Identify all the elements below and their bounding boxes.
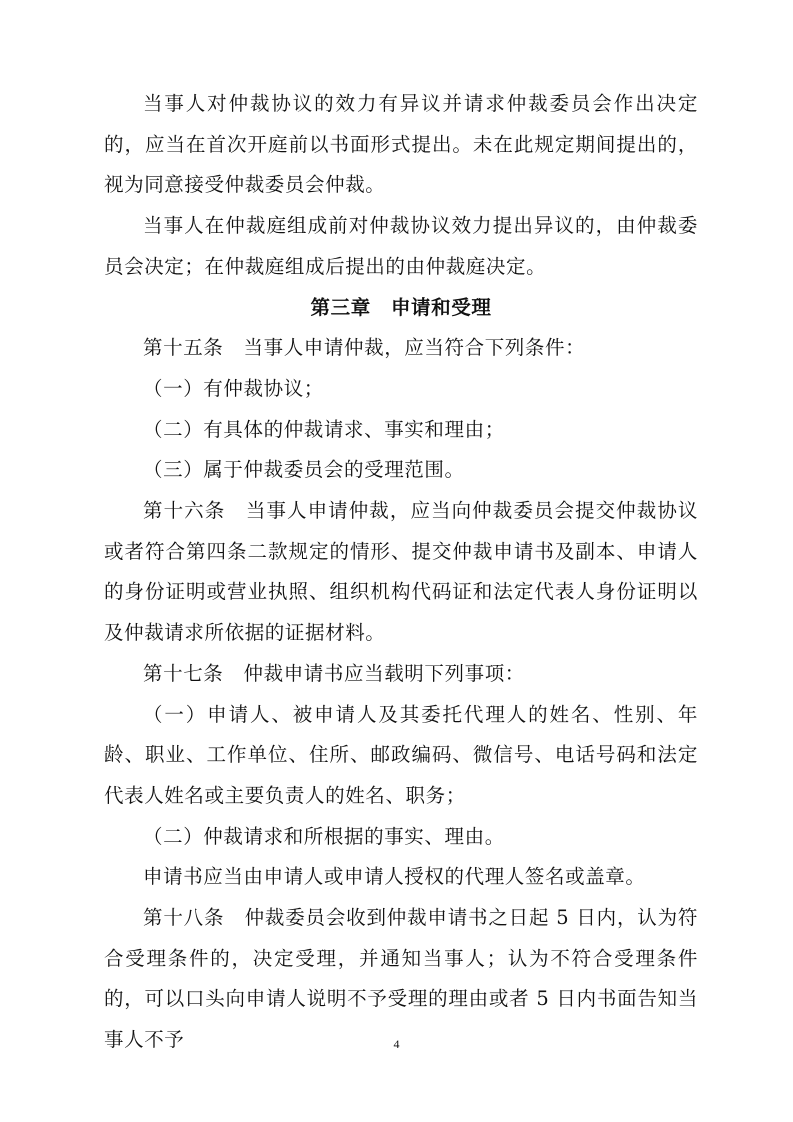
document-body [104,84,698,1061]
article-15-item-1: （一）有仲裁协议； [143,376,324,400]
article-15-item-3: （三）属于仲裁委员会的受理范围。 [143,458,465,482]
article-17-item-2: （二）仲裁请求和所根据的事实、理由。 [143,824,505,848]
page-number: 4 [393,1037,400,1051]
article-15-heading: 第十五条 当事人申请仲裁，应当符合下列条件： [143,336,586,360]
article-16: 第十六条 当事人申请仲裁，应当向仲裁委员会提交仲裁协议或者符合第四条二款规定的情形、提交仲裁申请书及副本、申请人的身份证明或营业执照、组织机构代码证和法定代表人身份证明以及仲裁请求所依据的证据材料。 [104,499,698,645]
article-17-item-1: （一）申请人、被申请人及其委托代理人的姓名、性别、年龄、职业、工作单位、住所、邮政编码、微信号、电话号码和法定代表人姓名或主要负责人的姓名、职务； [104,702,698,807]
paragraph-arbitration-objection-deadline: 当事人对仲裁协议的效力有异议并请求仲裁委员会作出决定的，应当在首次开庭前以书面形式提出。未在此规定期间提出的，视为同意接受仲裁委员会仲裁。 [104,92,698,197]
article-18: 第十八条 仲裁委员会收到仲裁申请书之日起 5 日内，认为符合受理条件的，决定受理，并通知当事人；认为不符合受理条件的，可以口头向申请人说明不予受理的理由或者 5 日内书面告知当事人不予 [104,906,698,1052]
application-signature-requirement: 申请书应当由申请人或申请人授权的代理人签名或盖章。 [143,865,646,889]
article-17-heading: 第十七条 仲裁申请书应当载明下列事项： [143,661,525,685]
article-15-item-2: （二）有具体的仲裁请求、事实和理由； [143,417,505,441]
chapter-heading: 第三章 申请和受理 [310,295,492,319]
paragraph-objection-decision-authority: 当事人在仲裁庭组成前对仲裁协议效力提出异议的，由仲裁委员会决定；在仲裁庭组成后提出的由仲裁庭决定。 [104,214,698,278]
